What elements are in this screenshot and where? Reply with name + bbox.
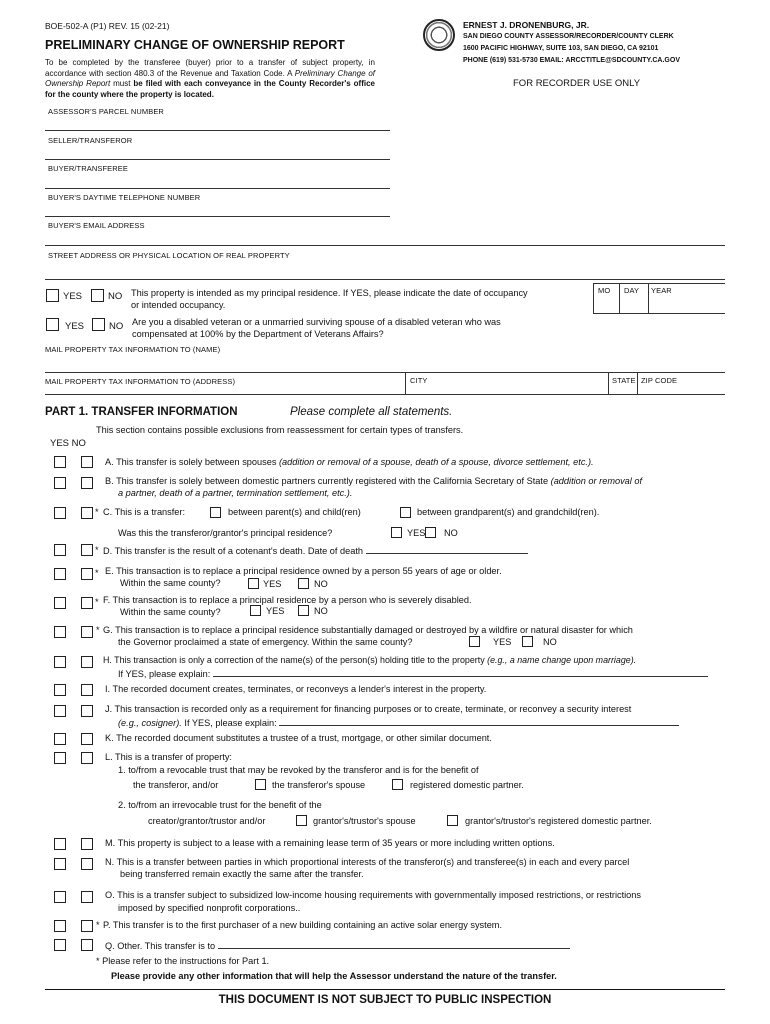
c-grandparent-label: between grandparent(s) and grandchild(ren). xyxy=(417,507,600,517)
e-same-county-yes-checkbox[interactable] xyxy=(248,578,259,589)
f-same-county-yes-checkbox[interactable] xyxy=(250,605,261,616)
disabled-veteran-no-label: NO xyxy=(109,321,124,332)
item-b-cont: a partner, death of a partner, termination settlement, etc.). xyxy=(118,488,353,498)
c-parent-child-label: between parent(s) and child(ren) xyxy=(228,507,361,517)
state-label: STATE xyxy=(612,376,636,385)
item-n-yes-checkbox[interactable] xyxy=(54,858,66,870)
item-c-yes-checkbox[interactable] xyxy=(54,507,66,519)
item-h-yes-checkbox[interactable] xyxy=(54,656,66,668)
principal-residence-no-checkbox[interactable] xyxy=(91,289,104,302)
item-b-no-checkbox[interactable] xyxy=(81,477,93,489)
l1-spouse-checkbox[interactable] xyxy=(255,779,266,790)
item-a-no-checkbox[interactable] xyxy=(81,456,93,468)
recorder-use-label: FOR RECORDER USE ONLY xyxy=(513,78,641,89)
item-b-yes-checkbox[interactable] xyxy=(54,477,66,489)
l2-domestic-partner-checkbox[interactable] xyxy=(447,815,458,826)
apn-label: ASSESSOR'S PARCEL NUMBER xyxy=(48,107,164,116)
mail-address-field[interactable] xyxy=(45,394,725,395)
item-j-cont: (e.g., cosigner). If YES, please explain: xyxy=(118,716,738,730)
date-day-label: DAY xyxy=(624,286,640,295)
e-same-county-no-label: NO xyxy=(314,579,328,589)
item-g-asterisk: * xyxy=(96,625,100,635)
item-c-asterisk: * xyxy=(95,507,99,517)
item-j: J. This transaction is recorded only as a requirement for financing purposes or to create, terminate, or reconvey a security interest xyxy=(105,704,632,714)
item-k-yes-checkbox[interactable] xyxy=(54,733,66,745)
g-same-county-no-label: NO xyxy=(543,637,557,647)
disabled-veteran-yes-label: YES xyxy=(65,321,85,332)
item-d-yes-checkbox[interactable] xyxy=(54,544,66,556)
buyer-label: BUYER/TRANSFEREE xyxy=(48,164,128,173)
official-name: ERNEST J. DRONENBURG, JR. xyxy=(463,20,590,30)
item-q-yes-checkbox[interactable] xyxy=(54,939,66,951)
item-g-no-checkbox[interactable] xyxy=(81,626,93,638)
item-f: F. This transaction is to replace a principal residence by a person who is severely disabled. xyxy=(103,595,472,605)
l1-domestic-partner-checkbox[interactable] xyxy=(392,779,403,790)
c-residence-no-checkbox[interactable] xyxy=(425,527,436,538)
item-p-asterisk: * xyxy=(96,920,100,930)
office-line-1: SAN DIEGO COUNTY ASSESSOR/RECORDER/COUNTY CLERK xyxy=(463,33,674,40)
item-i-no-checkbox[interactable] xyxy=(81,684,93,696)
item-g: G. This transaction is to replace a principal residence substantially damaged or destroyed by a wildfire or natural disaster for which xyxy=(103,625,633,635)
c-parent-child-checkbox[interactable] xyxy=(210,507,221,518)
item-e-yes-checkbox[interactable] xyxy=(54,568,66,580)
item-f-no-checkbox[interactable] xyxy=(81,597,93,609)
apn-field[interactable] xyxy=(45,130,390,131)
item-n-cont: being transferred remain exactly the same after the transfer. xyxy=(120,869,364,879)
phone-field[interactable] xyxy=(45,216,390,217)
c-residence-yes-checkbox[interactable] xyxy=(391,527,402,538)
item-f-yes-checkbox[interactable] xyxy=(54,597,66,609)
part1-subtext: This section contains possible exclusions from reassessment for certain types of transfers. xyxy=(96,425,464,435)
mail-name-field[interactable] xyxy=(45,372,725,373)
phone-label: BUYER'S DAYTIME TELEPHONE NUMBER xyxy=(48,193,201,202)
item-m-no-checkbox[interactable] xyxy=(81,838,93,850)
item-h: H. This transaction is only a correction of the name(s) of the person(s) holding title to the property (e.g., a name change upon marriage). xyxy=(103,655,637,665)
item-e: E. This transaction is to replace a principal residence owned by a person 55 years of age or older. xyxy=(105,566,502,576)
part1-footnote: * Please refer to the instructions for Part 1. xyxy=(96,956,270,966)
item-p-yes-checkbox[interactable] xyxy=(54,920,66,932)
f-same-county-no-label: NO xyxy=(314,606,328,616)
part1-heading: PART 1. TRANSFER INFORMATION xyxy=(45,406,238,418)
item-c-no-checkbox[interactable] xyxy=(81,507,93,519)
item-k: K. The recorded document substitutes a trustee of a trust, mortgage, or other similar document. xyxy=(105,733,492,743)
item-c: C. This is a transfer: xyxy=(103,507,186,517)
email-field[interactable] xyxy=(45,245,725,246)
c-residence-yes-label: YES xyxy=(407,528,426,538)
l1-spouse-label: the transferor's spouse xyxy=(272,780,366,790)
street-label: STREET ADDRESS OR PHYSICAL LOCATION OF REAL PROPERTY xyxy=(48,251,290,260)
c-principal-residence-question: Was this the transferor/grantor's principal residence? xyxy=(118,528,333,538)
seller-field[interactable] xyxy=(45,159,390,160)
c-grandparent-checkbox[interactable] xyxy=(400,507,411,518)
g-same-county-no-checkbox[interactable] xyxy=(522,636,533,647)
mail-name-label: MAIL PROPERTY TAX INFORMATION TO (NAME) xyxy=(45,345,221,354)
street-field[interactable] xyxy=(45,279,725,280)
f-same-county-question: Within the same county? xyxy=(120,607,221,617)
item-m: M. This property is subject to a lease with a remaining lease term of 35 years or more including written options. xyxy=(105,838,555,848)
yes-no-header: YES NO xyxy=(50,438,86,449)
item-o-yes-checkbox[interactable] xyxy=(54,891,66,903)
l1-domestic-partner-label: registered domestic partner. xyxy=(410,780,524,790)
item-d-no-checkbox[interactable] xyxy=(81,544,93,556)
item-j-no-checkbox[interactable] xyxy=(81,705,93,717)
item-d: D. This transfer is the result of a cotenant's death. Date of death xyxy=(103,544,723,558)
disabled-veteran-yes-checkbox[interactable] xyxy=(46,318,59,331)
item-e-asterisk: * xyxy=(95,568,99,578)
item-k-no-checkbox[interactable] xyxy=(81,733,93,745)
part1-heading-note: Please complete all statements. xyxy=(290,406,453,418)
item-f-asterisk: * xyxy=(95,597,99,607)
e-same-county-question: Within the same county? xyxy=(120,578,221,588)
principal-residence-yes-label: YES xyxy=(63,291,83,302)
principal-residence-yes-checkbox[interactable] xyxy=(46,289,59,302)
item-a-yes-checkbox[interactable] xyxy=(54,456,66,468)
item-o-no-checkbox[interactable] xyxy=(81,891,93,903)
form-title: PRELIMINARY CHANGE OF OWNERSHIP REPORT xyxy=(45,38,345,52)
county-seal-icon xyxy=(423,19,455,51)
item-o-cont: imposed by specified nonprofit corporations.. xyxy=(118,903,301,913)
item-g-yes-checkbox[interactable] xyxy=(54,626,66,638)
g-same-county-yes-checkbox[interactable] xyxy=(469,636,480,647)
office-line-3: PHONE (619) 531-5730 EMAIL: ARCCTITLE@SDCOUNTY.CA.GOV xyxy=(463,57,680,64)
item-n: N. This is a transfer between parties in which proportional interests of the transferor(s) and transferee(s) in each and every parcel xyxy=(105,857,630,867)
f-same-county-yes-label: YES xyxy=(266,606,285,616)
item-p: P. This transfer is to the first purchaser of a new building containing an active solar energy system. xyxy=(103,920,503,930)
seller-label: SELLER/TRANSFEROR xyxy=(48,136,133,145)
footer-notice: THIS DOCUMENT IS NOT SUBJECT TO PUBLIC INSPECTION xyxy=(218,994,552,1006)
g-same-county-yes-label: YES xyxy=(493,637,512,647)
item-q-no-checkbox[interactable] xyxy=(81,939,93,951)
item-b: B. This transfer is solely between domestic partners currently registered with the California Secretary of State (addition or removal of xyxy=(105,476,643,486)
email-label: BUYER'S EMAIL ADDRESS xyxy=(48,221,145,230)
c-residence-no-label: NO xyxy=(444,528,458,538)
date-mo-label: MO xyxy=(598,286,611,295)
intro-text: To be completed by the transferee (buyer) prior to a transfer of subject property, in accordance with section 480.3 of the Revenue and Taxation Code. A Preliminary Change of Ownership Report must be filed with each conveyance in the County Recorder's office for the county where the property is located. xyxy=(45,58,376,99)
item-o: O. This is a transfer subject to subsidized low-income housing requirements with governmentally imposed restrictions, or restrictions xyxy=(105,890,641,900)
date-year-label: YEAR xyxy=(651,286,672,295)
buyer-field[interactable] xyxy=(45,188,390,189)
zip-label: ZIP CODE xyxy=(641,376,678,385)
f-same-county-no-checkbox[interactable] xyxy=(298,605,309,616)
l2-spouse-checkbox[interactable] xyxy=(296,815,307,826)
item-a: A. This transfer is solely between spouses (addition or removal of a spouse, death of a spouse, divorce settlement, etc.). xyxy=(105,457,594,467)
office-line-2: 1600 PACIFIC HIGHWAY, SUITE 103, SAN DIEGO, CA 92101 xyxy=(463,45,659,52)
principal-residence-no-label: NO xyxy=(108,291,123,302)
e-same-county-yes-label: YES xyxy=(263,579,282,589)
item-l1: 1. to/from a revocable trust that may be revoked by the transferor and is for the benefit of xyxy=(118,765,479,775)
disabled-veteran-question: Are you a disabled veteran or a unmarried surviving spouse of a disabled veteran who was compensated at 100% by the Department of Veterans Affairs? xyxy=(132,317,501,339)
item-l-yes-checkbox[interactable] xyxy=(54,752,66,764)
item-l2: 2. to/from an irrevocable trust for the benefit of the xyxy=(118,800,322,810)
item-m-yes-checkbox[interactable] xyxy=(54,838,66,850)
part1-instruction: Please provide any other information that will help the Assessor understand the nature of the transfer. xyxy=(111,971,557,981)
form-id: BOE-502-A (P1) REV. 15 (02-21) xyxy=(45,21,170,31)
item-h-cont: If YES, please explain: xyxy=(118,667,738,681)
item-g-cont: the Governor proclaimed a state of emergency. Within the same county? xyxy=(118,637,413,647)
principal-residence-question: This property is intended as my principal residence. If YES, please indicate the date of occupancy or intended occupancy. xyxy=(131,288,528,310)
city-label: CITY xyxy=(410,376,428,385)
item-n-no-checkbox[interactable] xyxy=(81,858,93,870)
item-d-asterisk: * xyxy=(95,545,99,555)
item-l-no-checkbox[interactable] xyxy=(81,752,93,764)
item-i: I. The recorded document creates, terminates, or reconveys a lender's interest in the property. xyxy=(105,684,487,694)
item-l: L. This is a transfer of property: xyxy=(105,752,232,762)
item-q: Q. Other. This transfer is to xyxy=(105,939,725,953)
l2-domestic-partner-label: grantor's/trustor's registered domestic partner. xyxy=(465,816,652,826)
occupancy-date-field[interactable] xyxy=(593,283,725,313)
l1-transferor-label: the transferor, and/or xyxy=(133,780,219,790)
item-j-yes-checkbox[interactable] xyxy=(54,705,66,717)
l2-spouse-label: grantor's/trustor's spouse xyxy=(313,816,416,826)
e-same-county-no-checkbox[interactable] xyxy=(298,578,309,589)
disabled-veteran-no-checkbox[interactable] xyxy=(92,318,105,331)
item-h-no-checkbox[interactable] xyxy=(81,656,93,668)
l2-creator-label: creator/grantor/trustor and/or xyxy=(148,816,266,826)
item-p-no-checkbox[interactable] xyxy=(81,920,93,932)
item-e-no-checkbox[interactable] xyxy=(81,568,93,580)
item-i-yes-checkbox[interactable] xyxy=(54,684,66,696)
mail-address-label: MAIL PROPERTY TAX INFORMATION TO (ADDRESS) xyxy=(45,377,236,386)
